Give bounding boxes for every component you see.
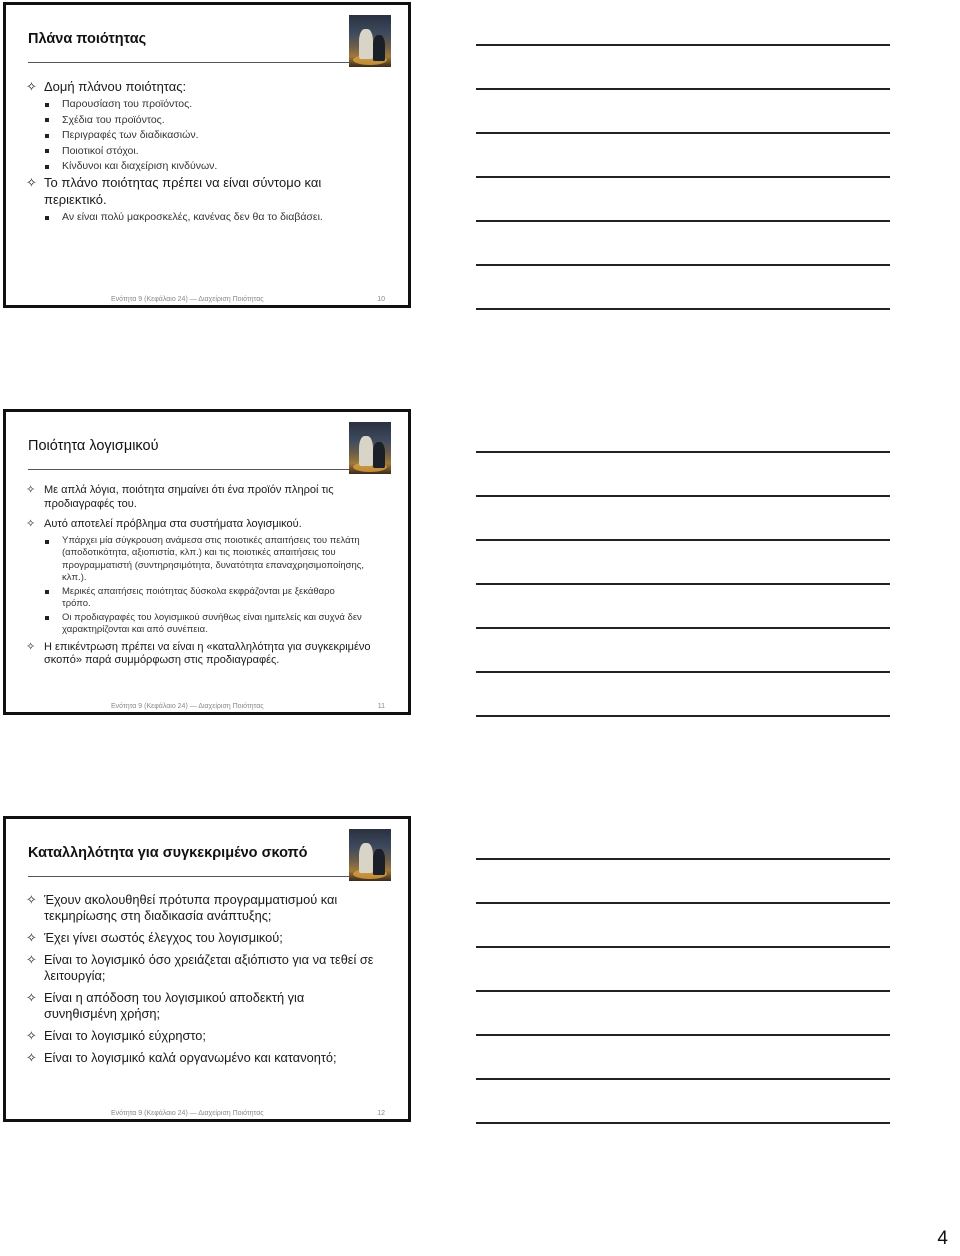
note-line (476, 220, 890, 222)
square-bullet-icon (45, 149, 49, 153)
square-bullet-icon (45, 590, 49, 594)
slide-body (26, 484, 390, 671)
sub-bullet-item (26, 98, 390, 111)
note-line (476, 308, 890, 310)
bullet-text: Η επικέντρωση πρέπει να είναι η «καταλληλότητα για συγκεκριμένο σκοπό» παρά συμμόρφωση στις προδιαγραφές. (44, 640, 371, 667)
bullet-item (26, 892, 374, 924)
page-number: 4 (937, 1228, 948, 1249)
sub-bullet-item (26, 535, 390, 584)
slide-10 (3, 2, 411, 308)
footer-text: Ενότητα 9 (Κεφάλαιο 24) — Διαχείριση Ποιότητας (111, 296, 264, 303)
sub-bullet-text: Οι προδιαγραφές του λογισμικού συνήθως είναι ημιτελείς και συχνά δεν χαρακτηρίζονται και από συνέπεια. (62, 612, 362, 636)
sub-bullet-text: Σχέδια του προϊόντος. (62, 113, 165, 126)
title-divider (28, 469, 350, 470)
four-point-star-outline-icon: ✧ (26, 175, 37, 191)
footer-text: Ενότητα 9 (Κεφάλαιο 24) — Διαχείριση Ποιότητας (111, 703, 264, 710)
four-point-star-outline-icon: ✧ (26, 892, 37, 907)
bullet-item (26, 930, 390, 946)
title-divider (28, 62, 350, 63)
bullet-item (26, 1050, 390, 1066)
four-point-star-outline-icon: ✧ (26, 517, 36, 530)
sub-bullet-text: Αν είναι πολύ μακροσκελές, κανένας δεν θα το διαβάσει. (62, 210, 323, 223)
bullet-item (26, 641, 394, 669)
square-bullet-icon (45, 540, 49, 544)
note-line (476, 902, 890, 904)
bullet-item (26, 1028, 390, 1044)
square-bullet-icon (45, 165, 49, 169)
note-line (476, 451, 890, 453)
slide-title: Ποιότητα λογισμικού (28, 438, 159, 454)
note-line (476, 715, 890, 717)
sub-bullet-item (26, 211, 390, 224)
four-point-star-outline-icon: ✧ (26, 989, 37, 1005)
four-point-star-outline-icon: ✧ (26, 1027, 37, 1043)
sub-bullet-item (26, 160, 390, 173)
sub-bullet-text: Υπάρχει μία σύγκρουση ανάμεσα στις ποιοτικές απαιτήσεις του πελάτη (αποδοτικότητα, αξιοπιστία, κλπ.) και τις ποιοτικές απαιτήσεις του προγραμματιστή (συντηρησιμότητα, δυνατότητα επαναχρησιμοποίησης, κλπ.). (62, 535, 364, 583)
note-line (476, 44, 890, 46)
sub-bullet-text: Ποιοτικοί στόχοι. (62, 144, 139, 157)
note-line (476, 1034, 890, 1036)
note-line (476, 990, 890, 992)
bullet-text: Αυτό αποτελεί πρόβλημα στα συστήματα λογισμικού. (44, 517, 302, 530)
title-divider (28, 876, 350, 877)
square-bullet-icon (45, 118, 49, 122)
bullet-item (26, 175, 344, 208)
bullet-item (26, 990, 344, 1022)
slide-title: Πλάνα ποιότητας (28, 31, 147, 47)
note-line (476, 539, 890, 541)
four-point-star-outline-icon: ✧ (26, 1049, 37, 1065)
bullet-text: Έχουν ακολουθηθεί πρότυπα προγραμματισμού και τεκμηρίωσης στη διαδικασία ανάπτυξης; (44, 892, 338, 923)
note-line (476, 627, 890, 629)
square-bullet-icon (45, 216, 49, 220)
slide-body (26, 892, 390, 1072)
note-line (476, 1122, 890, 1124)
sub-bullet-item (26, 612, 390, 636)
sub-bullet-text: Κίνδυνοι και διαχείριση κινδύνων. (62, 160, 218, 172)
bullet-item (26, 952, 389, 984)
slide-title: Καταλληλότητα για συγκεκριμένο σκοπό (28, 845, 308, 861)
square-bullet-icon (45, 103, 49, 107)
four-point-star-outline-icon: ✧ (26, 929, 37, 945)
sub-bullet-item (26, 145, 390, 158)
note-line (476, 583, 890, 585)
four-point-star-outline-icon: ✧ (26, 951, 37, 967)
square-bullet-icon (45, 134, 49, 138)
bullet-text: Έχει γίνει σωστός έλεγχος του λογισμικού; (44, 929, 283, 945)
slide-number: 12 (377, 1110, 385, 1117)
slide-number: 11 (377, 703, 385, 710)
sub-bullet-item (26, 114, 390, 127)
square-bullet-icon (45, 616, 49, 620)
note-line (476, 264, 890, 266)
slide-body (26, 79, 390, 226)
four-point-star-outline-icon: ✧ (26, 79, 37, 94)
course-logo-image (349, 15, 391, 67)
note-line (476, 88, 890, 90)
footer-text: Ενότητα 9 (Κεφάλαιο 24) — Διαχείριση Ποιότητας (111, 1110, 264, 1117)
bullet-item (26, 484, 364, 512)
bullet-text: Είναι το λογισμικό καλά οργανωμένο και κατανοητό; (44, 1049, 337, 1065)
bullet-text: Δομή πλάνου ποιότητας: (44, 79, 187, 94)
sub-bullet-item (26, 586, 362, 610)
bullet-text: Είναι το λογισμικό εύχρηστο; (44, 1027, 206, 1043)
note-line (476, 495, 890, 497)
four-point-star-outline-icon: ✧ (26, 640, 36, 653)
note-line (476, 132, 890, 134)
slide-11 (3, 409, 411, 715)
bullet-text: Με απλά λόγια, ποιότητα σημαίνει ότι ένα προϊόν πληροί τις προδιαγραφές του. (44, 484, 334, 510)
four-point-star-outline-icon: ✧ (26, 484, 36, 496)
bullet-text: Είναι η απόδοση του λογισμικού αποδεκτή για συνηθισμένη χρήση; (44, 989, 305, 1021)
note-line (476, 946, 890, 948)
note-line (476, 176, 890, 178)
bullet-item (26, 79, 390, 95)
bullet-item (26, 518, 390, 532)
sub-bullet-text: Περιγραφές των διαδικασιών. (62, 129, 199, 142)
sub-bullet-item (26, 129, 390, 142)
course-logo-image (349, 829, 391, 881)
course-logo-image (349, 422, 391, 474)
sub-bullet-text: Παρουσίαση του προϊόντος. (62, 98, 193, 111)
note-line (476, 671, 890, 673)
note-line (476, 1078, 890, 1080)
slide-12 (3, 816, 411, 1122)
slide-number: 10 (377, 296, 385, 303)
bullet-text: Είναι το λογισμικό όσο χρειάζεται αξιόπιστο για να τεθεί σε λειτουργία; (44, 951, 374, 983)
sub-bullet-text: Μερικές απαιτήσεις ποιότητας δύσκολα εκφράζονται με ξεκάθαρο τρόπο. (62, 585, 335, 610)
note-line (476, 858, 890, 860)
bullet-text: Το πλάνο ποιότητας πρέπει να είναι σύντομο και περιεκτικό. (44, 175, 322, 207)
